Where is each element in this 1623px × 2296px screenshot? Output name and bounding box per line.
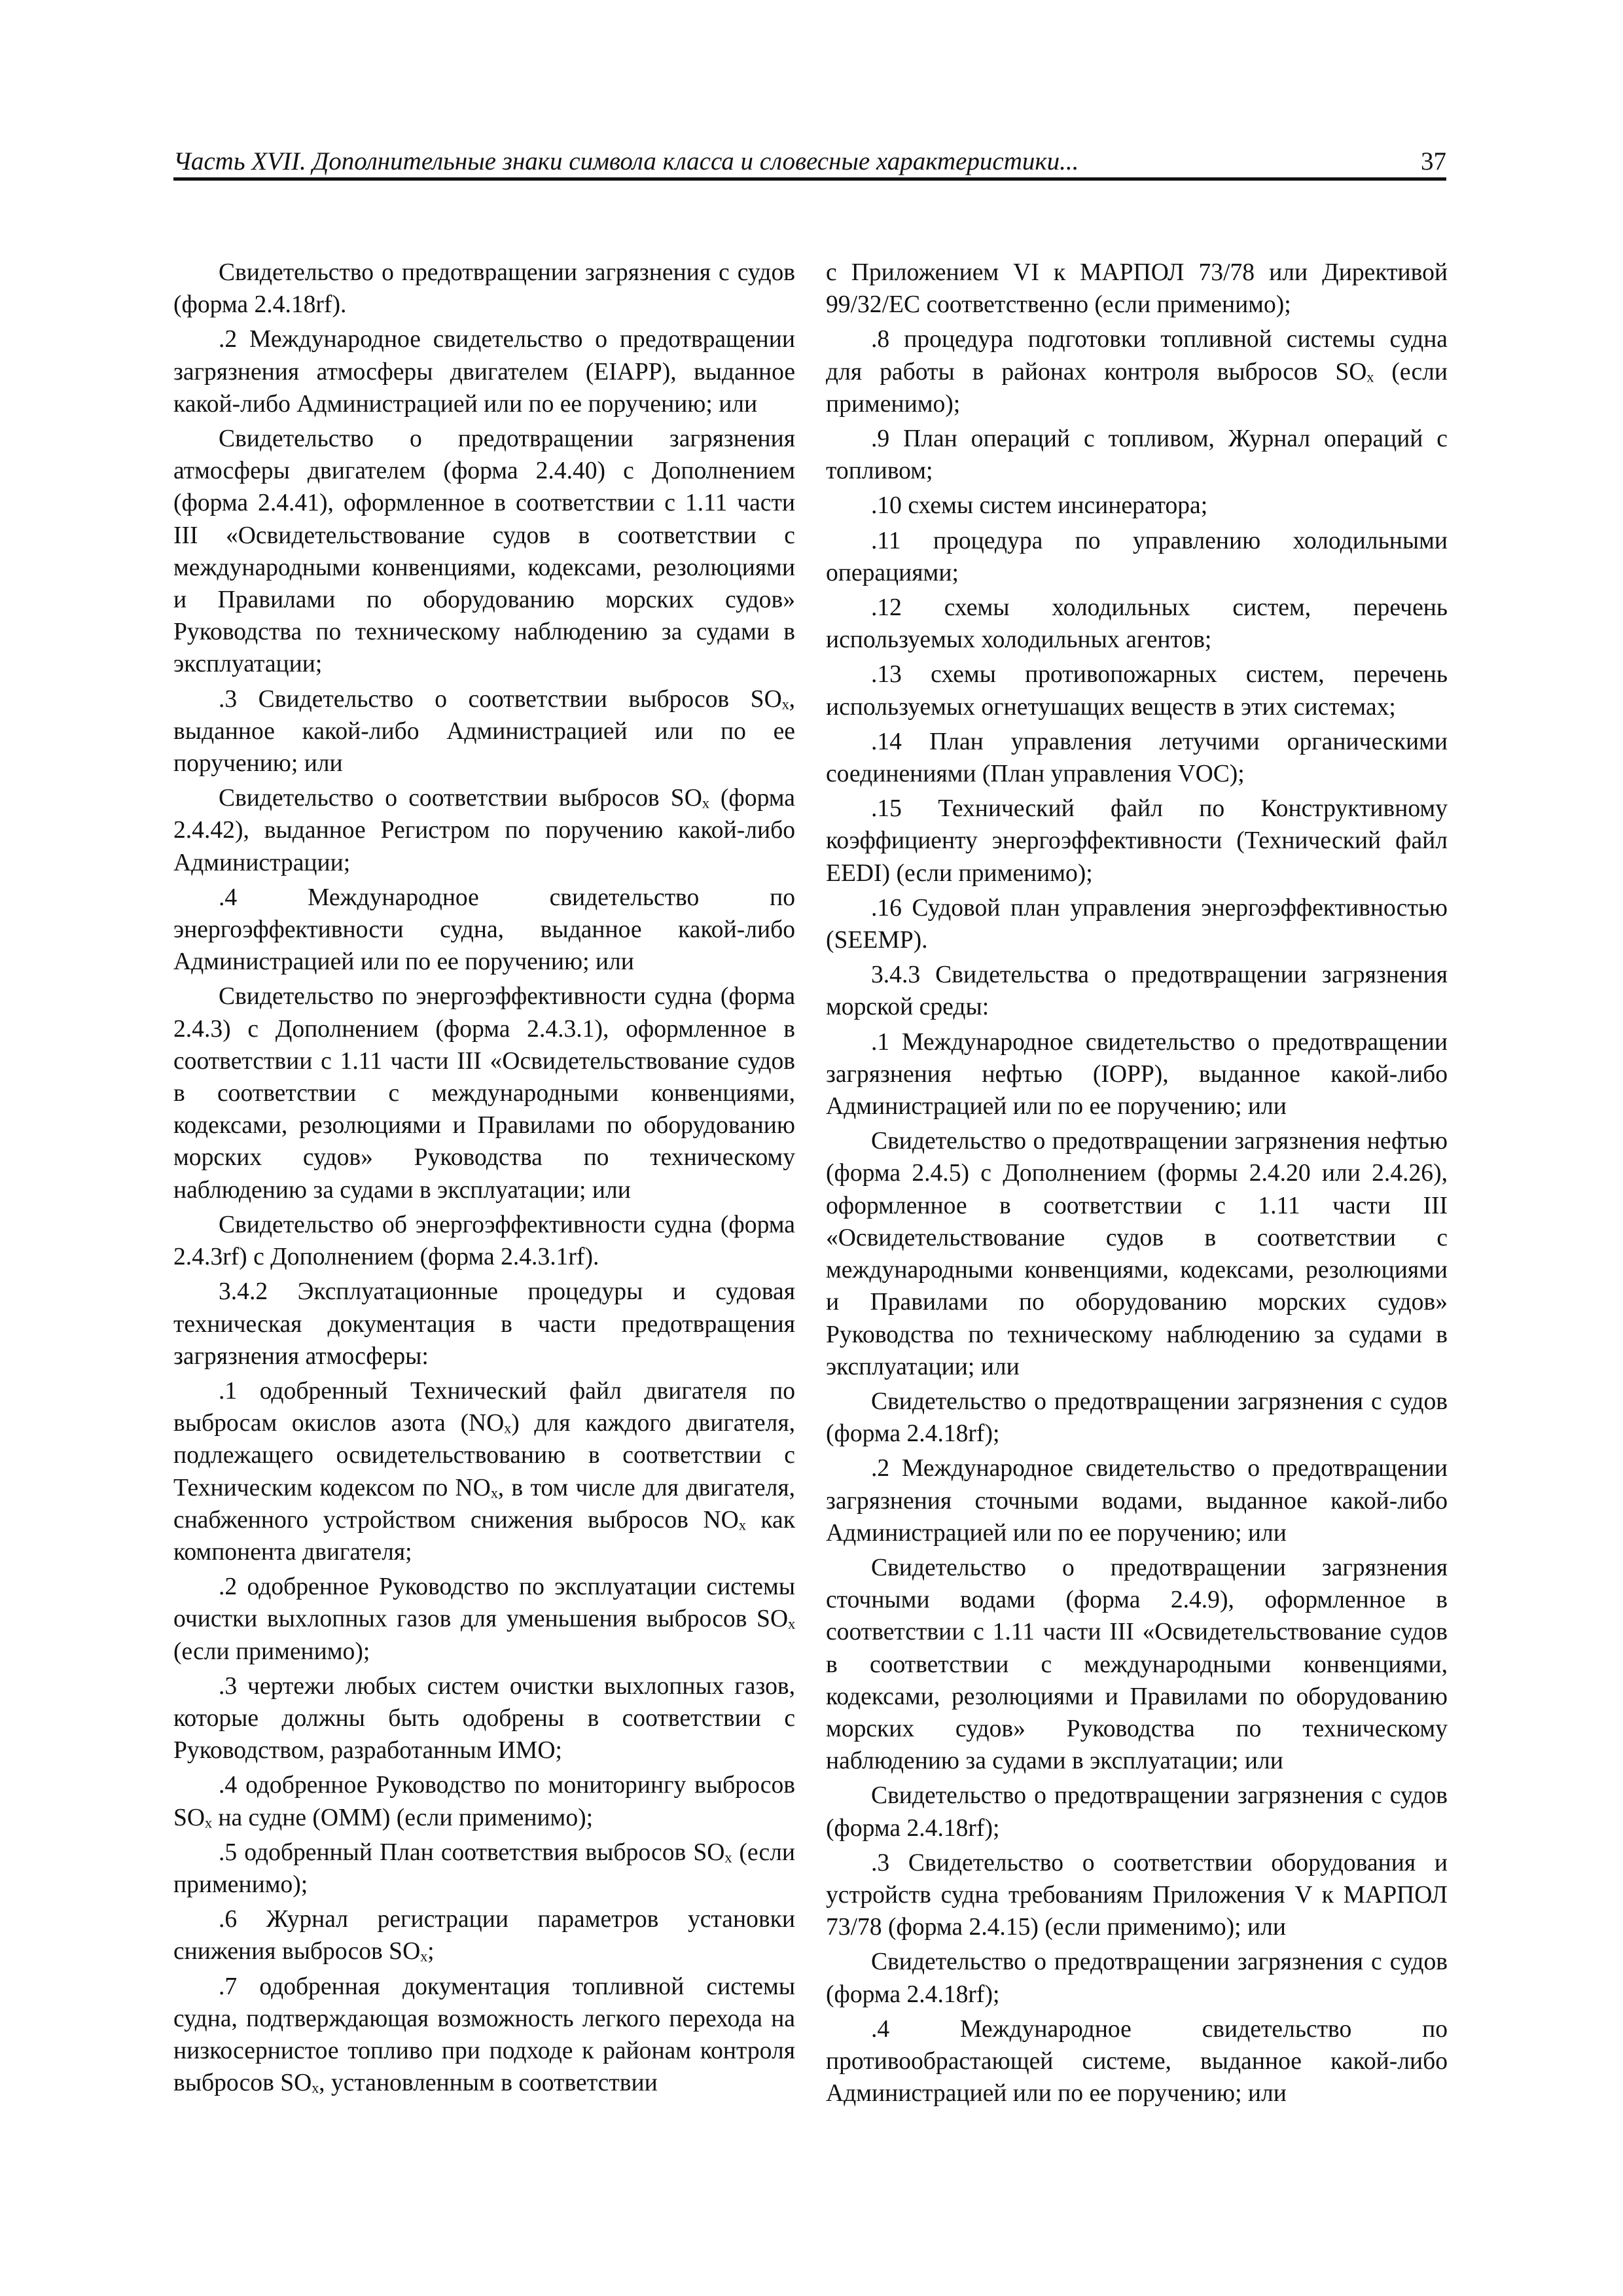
paragraph: .3 Свидетельство о соответствии выбросов SOₓ, выданное какой-либо Администрацией или по ее поручению; или <box>173 685 795 778</box>
header-title: Часть XVII. Дополнительные знаки символа класса и словесные характеристики... <box>173 147 1079 175</box>
left-column <box>173 257 795 2102</box>
paragraph: Свидетельство о предотвращении загрязнения с судов (форма 2.4.18rf). <box>173 259 795 319</box>
paragraph-continuation: с Приложением VI к МАРПОЛ 73/78 или Директивой 99/32/ЕС соответственно (если применимо); <box>826 259 1448 319</box>
paragraph: Свидетельство о предотвращении загрязнения с судов (форма 2.4.18rf); <box>826 1948 1448 2008</box>
paragraph: .3 Свидетельство о соответствии оборудования и устройств судна требованиям Приложения V к МАРПОЛ 73/78 (форма 2.4.15) (если применимо); или <box>826 1849 1448 1941</box>
section-heading: 3.4.2 Эксплуатационные процедуры и судовая техническая документация в части предотвращения загрязнения атмосферы: <box>173 1278 795 1370</box>
paragraph: .4 Международное свидетельство по энергоэффективности судна, выданное какой-либо Администрацией или по ее поручению; или <box>173 884 795 976</box>
paragraph: .10 схемы систем инсинератора; <box>871 492 1208 520</box>
paragraph: Свидетельство о предотвращении загрязнения атмосферы двигателем (форма 2.4.40) с Дополнением (форма 2.4.41), оформленное в соответствии с 1.11 части III «Освидетельствование судов в соответствии с международными конвенциями, кодексами, резолюциями и Правилами по оборудованию морских судов» Руководства по техническому наблюдению за судами в эксплуатации; <box>173 425 795 678</box>
paragraph: .7 одобренная документация топливной системы судна, подтверждающая возможность легкого перехода на низкосернистое топливо при подходе к районам контроля выбросов SOₓ, установленным в соответствии <box>173 1973 795 2097</box>
paragraph: .14 План управления летучими органическими соединениями (План управления VOC); <box>826 728 1448 788</box>
right-column <box>826 257 1448 2112</box>
paragraph: .8 процедура подготовки топливной системы судна для работы в районах контроля выбросов SOₓ (если применимо); <box>826 326 1448 418</box>
paragraph: .15 Технический файл по Конструктивному коэффициенту энергоэффективности (Технический файл EEDI) (если применимо); <box>826 795 1448 887</box>
paragraph: Свидетельство о предотвращении загрязнения с судов (форма 2.4.18rf); <box>826 1782 1448 1842</box>
running-header <box>173 145 1446 178</box>
paragraph: .11 процедура по управлению холодильными операциями; <box>826 527 1448 586</box>
paragraph: Свидетельство о предотвращении загрязнения нефтью (форма 2.4.5) с Дополнением (формы 2.4.20 или 2.4.26), оформленное в соответствии с 1.11 части III «Освидетельствование судов в соответствии с международными конвенциями, кодексами, резолюциями и Правилами по оборудованию морских судов» Руководства по техническому наблюдению за судами в эксплуатации; или <box>826 1128 1448 1380</box>
header-rule <box>173 177 1446 181</box>
paragraph: Свидетельство о предотвращении загрязнения сточными водами (форма 2.4.9), оформленное в соответствии с 1.11 части III «Освидетельствование судов в соответствии с международными конвенциями, кодексами, резолюциями и Правилами по оборудованию морских судов» Руководства по техническому наблюдению за судами в эксплуатации; или <box>826 1554 1448 1775</box>
paragraph: .3 чертежи любых систем очистки выхлопных газов, которые должны быть одобрены в соответствии с Руководством, разработанным ИМО; <box>173 1672 795 1765</box>
paragraph: .6 Журнал регистрации параметров установки снижения выбросов SOₓ; <box>173 1906 795 1965</box>
paragraph: Свидетельство об энергоэффективности судна (форма 2.4.3rf) с Дополнением (форма 2.4.3.1rf). <box>173 1211 795 1271</box>
paragraph: .16 Судовой план управления энергоэффективностью (SEEMP). <box>826 894 1448 954</box>
paragraph: .12 схемы холодильных систем, перечень используемых холодильных агентов; <box>826 594 1448 654</box>
paragraph: .1 одобренный Технический файл двигателя по выбросам окислов азота (NOₓ) для каждого двигателя, подлежащего освидетельствованию в соответствии с Техническим кодексом по NOₓ, в том числе для двигателя, снабженного устройством снижения выбросов NOₓ как компонента двигателя; <box>173 1377 795 1566</box>
section-heading: 3.4.3 Свидетельства о предотвращении загрязнения морской среды: <box>826 961 1448 1021</box>
paragraph: .2 Международное свидетельство о предотвращении загрязнения атмосферы двигателем (EIAPP), выданное какой-либо Администрацией или по ее поручению; или <box>173 326 795 418</box>
page-number: 37 <box>1421 147 1446 175</box>
paragraph: Свидетельство о предотвращении загрязнения с судов (форма 2.4.18rf); <box>826 1388 1448 1448</box>
paragraph: .4 одобренное Руководство по мониторингу выбросов SOₓ на судне (ОММ) (если применимо); <box>173 1772 795 1831</box>
paragraph: .9 План операций с топливом, Журнал операций с топливом; <box>826 425 1448 485</box>
paragraph: .4 Международное свидетельство по противообрастающей системе, выданное какой-либо Администрацией или по ее поручению; или <box>826 2015 1448 2108</box>
paragraph: .2 одобренное Руководство по эксплуатации системы очистки выхлопных газов для уменьшения выбросов SOₓ (если применимо); <box>173 1573 795 1665</box>
paragraph: .13 схемы противопожарных систем, перечень используемых огнетушащих веществ в этих системах; <box>826 661 1448 721</box>
paragraph: Свидетельство по энергоэффективности судна (форма 2.4.3) с Дополнением (форма 2.4.3.1), оформленное в соответствии с 1.11 части III «Освидетельствование судов в соответствии с международными конвенциями, кодексами, резолюциями и Правилами по оборудованию морских судов» Руководства по техническому наблюдению за судами в эксплуатации; или <box>173 983 795 1204</box>
paragraph: .1 Международное свидетельство о предотвращении загрязнения нефтью (IOPP), выданное какой-либо Администрацией или по ее поручению; или <box>826 1028 1448 1121</box>
paragraph: .2 Международное свидетельство о предотвращении загрязнения сточными водами, выданное какой-либо Администрацией или по ее поручению; или <box>826 1455 1448 1547</box>
paragraph: Свидетельство о соответствии выбросов SOₓ (форма 2.4.42), выданное Регистром по поручению какой-либо Администрации; <box>173 785 795 876</box>
paragraph: .5 одобренный План соответствия выбросов SOₓ (если применимо); <box>173 1839 795 1898</box>
